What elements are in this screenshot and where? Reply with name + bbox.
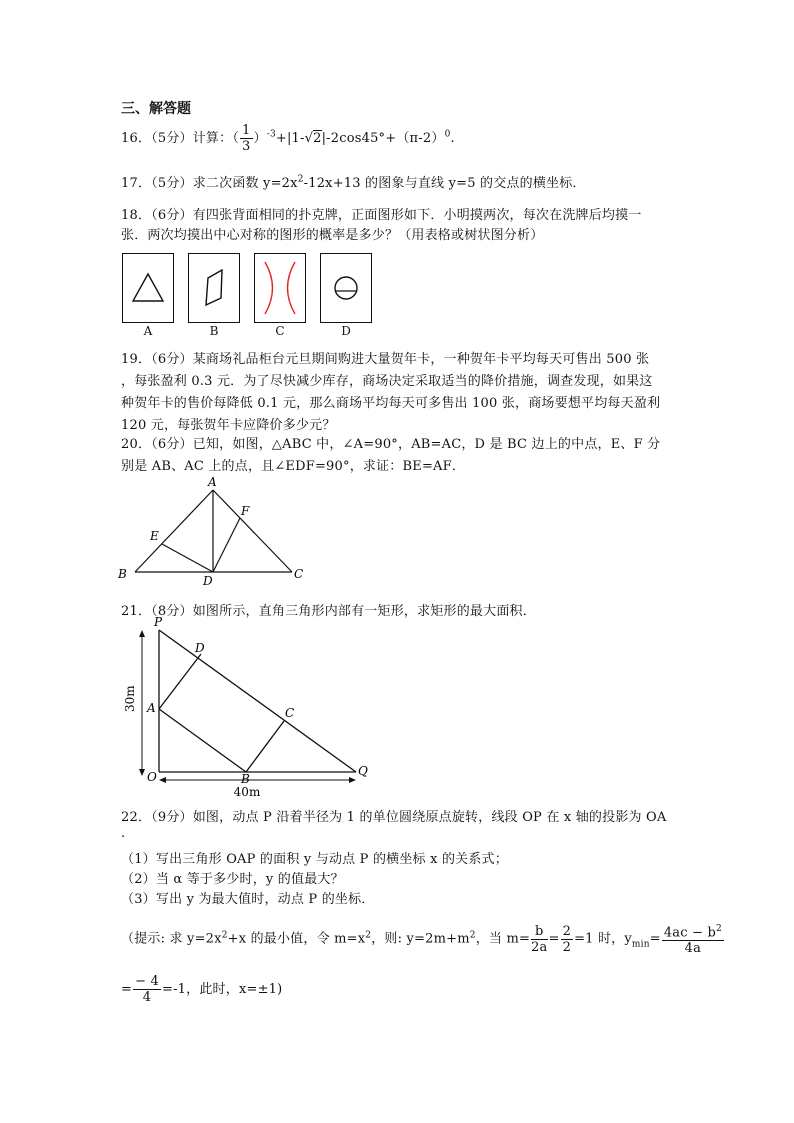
- hint-part-c: ，则: y=2m+m: [371, 931, 470, 947]
- hint-fraction-2: [561, 924, 573, 955]
- q16-mid: ）: [253, 131, 267, 146]
- triangle-figure: [123, 254, 173, 322]
- hint-frac1-num: b: [531, 924, 547, 940]
- card-d: [320, 253, 372, 323]
- hint2-rest: =-1，此时，x=±1): [162, 982, 283, 997]
- hint-frac2-num: 2: [562, 923, 572, 939]
- question-19-line1: 19．（6分）某商场礼品柜台元旦期间购进大量贺年卡，一种贺年卡平均每天可售出 500 张: [121, 352, 650, 367]
- question-18-line2: 张．两次均摸出中心对称的图形的概率是多少？（用表格或树状图分析）: [121, 228, 544, 243]
- question-22-hint: [121, 922, 725, 956]
- label-q: Q: [358, 764, 368, 778]
- question-17: [121, 172, 586, 191]
- hint2-frac-den: 4: [142, 990, 152, 1005]
- hint-part-a: （提示: 求 y=2x: [121, 931, 222, 947]
- hint2-frac-num: − 4: [135, 974, 159, 989]
- circle-figure: [321, 254, 371, 322]
- question-22-line1b: .: [121, 826, 126, 841]
- card-a: [122, 253, 174, 323]
- q16-frac-den: 3: [242, 139, 251, 154]
- hint-frac3-num: [662, 922, 724, 941]
- height-label: 30m: [123, 685, 137, 712]
- hint-exp-3: 2: [469, 930, 476, 941]
- question-21-line1: 21．（8分）如图所示，直角三角形内部有一矩形，求矩形的最大面积．: [121, 604, 536, 619]
- hyperbola-figure: [255, 254, 305, 322]
- hint-frac3-den: 4a: [684, 941, 702, 957]
- triangle-abc-diagram: [110, 474, 330, 586]
- question-19-line3: 种贺年卡的售价每降低 0.1 元，那么商场平均每天可多售出 100 张，商场要想平均每天盈利: [121, 396, 661, 411]
- card-label-d: D: [341, 324, 351, 338]
- hint2-equals: =: [121, 982, 133, 997]
- hint-frac1-den: 2a: [531, 939, 548, 955]
- q16-exponent: -3: [266, 129, 276, 140]
- q17-exponent: 2: [297, 174, 304, 185]
- q16-fraction: [240, 123, 252, 154]
- hint-fraction-3: [662, 922, 724, 956]
- hint-equals-2: =: [649, 931, 661, 947]
- question-20-line2: 别是 AB、AC 上的点，且∠EDF=90°，求证：BE=AF．: [121, 459, 466, 474]
- hint-exp-2: 2: [365, 930, 372, 941]
- hint-frac3-num-text: 4ac − b: [663, 925, 717, 941]
- label-b: B: [118, 567, 127, 581]
- hint-subscript-min: min: [631, 939, 650, 950]
- hint-part-e: =1 时，y: [574, 931, 632, 947]
- label-e: E: [150, 529, 159, 543]
- hint2-fraction: [133, 974, 161, 1005]
- label-p: P: [154, 615, 163, 629]
- label-o: O: [147, 770, 157, 784]
- q16-frac-num: 1: [242, 123, 251, 138]
- card-b: [188, 253, 240, 323]
- q16-radicand: 2: [313, 131, 322, 146]
- q16-rest: |-2cos45°+（π-2）: [321, 131, 445, 146]
- question-22-item1: （1）写出三角形 OAP 的面积 y 与动点 P 的横坐标 x 的关系式；: [121, 852, 508, 867]
- question-22-hint-line2: [121, 974, 282, 1005]
- hint-exp-1: 2: [221, 930, 228, 941]
- label-c21: C: [285, 706, 295, 720]
- label-d: D: [203, 574, 213, 586]
- hint-frac3-exp: 2: [716, 924, 722, 934]
- card-label-b: B: [209, 324, 219, 338]
- q16-prefix: 16．（5分）计算：（: [121, 131, 240, 146]
- question-19-line2: ，每张盈利 0.3 元．为了尽快减少库存，商场决定采取适当的降价措施，调查发现，如果这: [121, 374, 653, 389]
- label-c: C: [294, 567, 304, 581]
- hint-equals: =: [548, 931, 560, 947]
- card-label-c: C: [275, 324, 285, 338]
- question-22-item2: （2）当 α 等于多少时，y 的值最大？: [121, 872, 344, 887]
- hint-part-d: ，当 m=: [475, 931, 531, 947]
- q17-part-b: -12x+13 的图象与直线 y=5 的交点的横坐标．: [303, 176, 586, 191]
- question-18-line1: 18．（6分）有四张背面相同的扑克牌，正面图形如下．小明摸两次，每次在洗牌后均摸一: [121, 208, 642, 223]
- label-a21: A: [147, 701, 156, 715]
- question-19-line4: 120 元，每张贺年卡应降价多少元？: [121, 418, 336, 433]
- hint-fraction-1: [531, 924, 547, 955]
- parallelogram-figure: [189, 254, 239, 322]
- label-f: F: [241, 504, 250, 518]
- section-title: 三、解答题: [121, 101, 191, 117]
- hint-part-b: +x 的最小值，令 m=x: [227, 931, 366, 947]
- question-20-line1: 20．（6分）已知，如图，△ABC 中，∠A=90°，AB=AC，D 是 BC 边上的中点，E、F 分: [121, 437, 661, 452]
- q17-part-a: 17．（5分）求二次函数 y=2x: [121, 176, 298, 191]
- q16-exponent-zero: 0: [444, 129, 451, 140]
- q16-end: .: [450, 131, 455, 146]
- label-d21: D: [195, 641, 205, 655]
- right-triangle-rectangle-diagram: [114, 612, 384, 802]
- q16-abs: +|1-: [275, 131, 305, 146]
- question-16: [121, 123, 455, 154]
- label-b21: B: [241, 772, 250, 786]
- question-22-line1: 22．（9分）如图，动点 P 沿着半径为 1 的单位圆绕原点旋转，线段 OP 在 x 轴的投影为 OA: [121, 810, 667, 825]
- label-a: A: [208, 475, 217, 489]
- hint-frac2-den: 2: [562, 939, 572, 955]
- width-label: 40m: [233, 785, 261, 799]
- sqrt-sign: √: [304, 131, 314, 146]
- question-22-item3: （3）写出 y 为最大值时，动点 P 的坐标．: [121, 892, 375, 907]
- card-label-a: A: [143, 324, 153, 338]
- card-c: [254, 253, 306, 323]
